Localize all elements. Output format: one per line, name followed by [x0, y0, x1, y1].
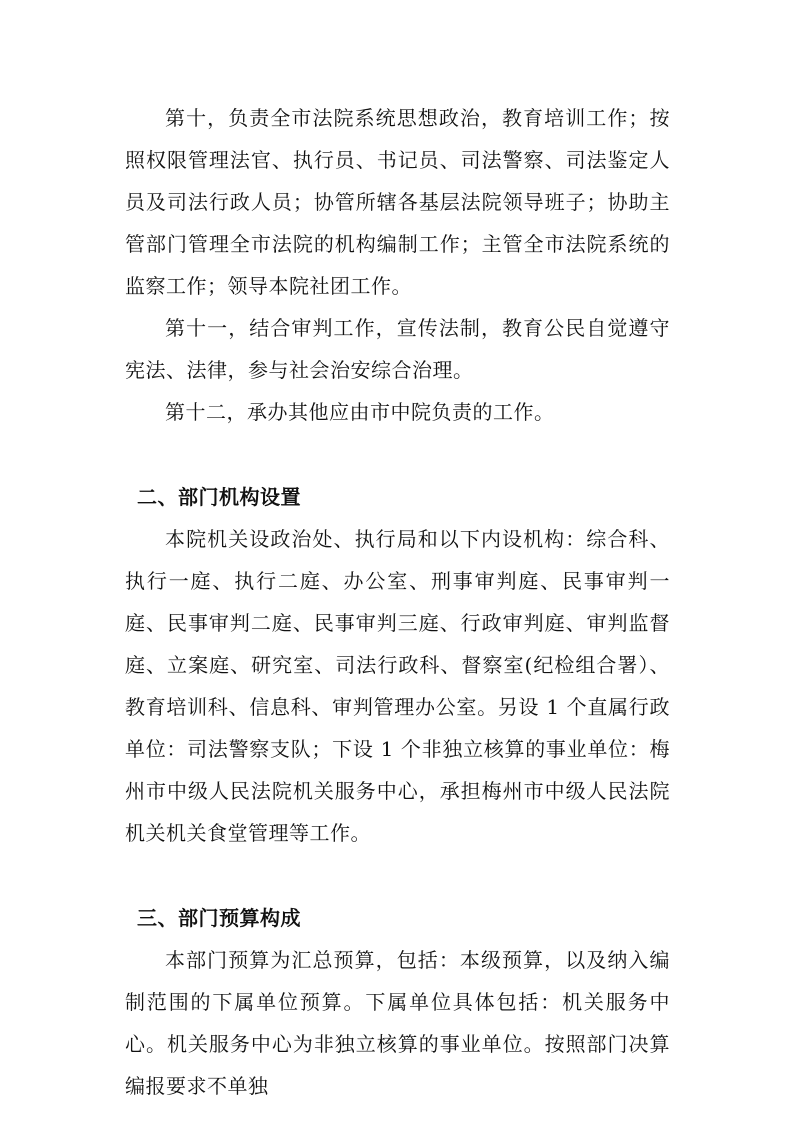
- section-body-budget-composition: 本部门预算为汇总预算，包括：本级预算，以及纳入编制范围的下属单位预算。下属单位具体包括：机关服务中心。机关服务中心为非独立核算的事业单位。按照部门决算编报要求不单独: [125, 948, 670, 1098]
- section-heading-budget-composition: 三、部门预算构成: [137, 906, 301, 930]
- section-body-org-structure: 本院机关设政治处、执行局和以下内设机构：综合科、执行一庭、执行二庭、办公室、刑事审判庭、民事审判一庭、民事审判二庭、民事审判三庭、行政审判庭、审判监督庭、立案庭、研究室、司法行政科、督察室(纪检组合署）、教育培训科、信息科、审判管理办公室。另设 1 个直属行政单位：司法警察支队；下设 1 个非独立核算的事业单位：梅州市中级人民法院机关服务中心，承担梅州市中级人民法院机关机关食堂管理等工作。: [125, 527, 670, 845]
- duty-item-11: 第十一，结合审判工作，宣传法制，教育公民自觉遵守宪法、法律，参与社会治安综合治理。: [125, 316, 670, 382]
- document-body: [125, 97, 670, 1107]
- duty-item-10: 第十，负责全市法院系统思想政治，教育培训工作；按照权限管理法官、执行员、书记员、司法警察、司法鉴定人员及司法行政人员；协管所辖各基层法院领导班子；协助主管部门管理全市法院的机构编制工作；主管全市法院系统的监察工作；领导本院社团工作。: [125, 106, 670, 298]
- section-heading-org-structure: 二、部门机构设置: [137, 485, 301, 509]
- duty-item-12: 第十二，承办其他应由市中院负责的工作。: [165, 400, 555, 424]
